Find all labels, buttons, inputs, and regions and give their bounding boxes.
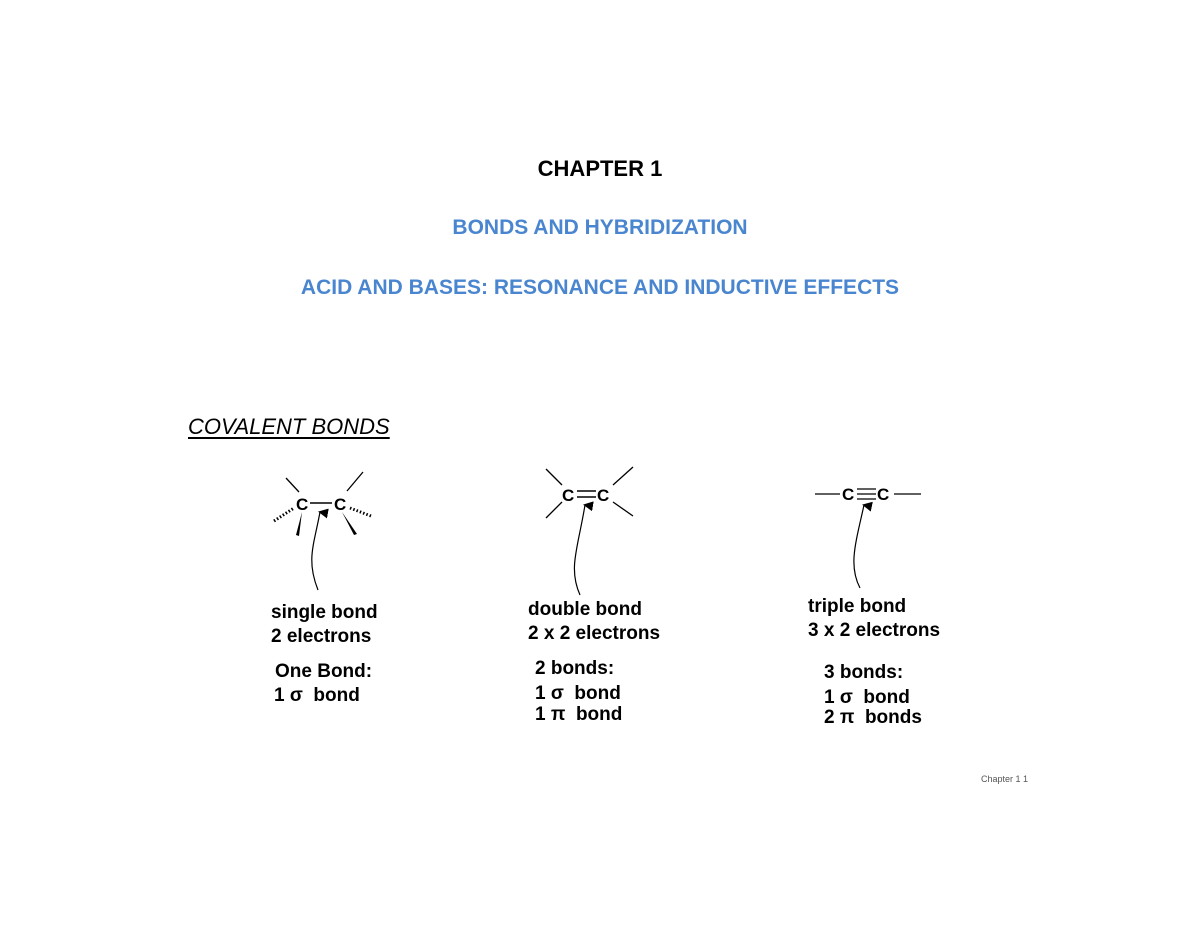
double-atom-left: C	[562, 486, 575, 505]
double-bond-substituent-upper-left	[546, 469, 562, 485]
chapter-title: CHAPTER 1	[537, 156, 663, 181]
single-bond-electrons: 2 electrons	[271, 626, 372, 647]
double-bond-substituent-upper-right	[613, 467, 633, 485]
single-bond-wedge-left	[296, 512, 302, 536]
triple-bond-label: triple bond	[808, 596, 907, 617]
single-bond-hashed-left	[274, 508, 294, 521]
single-bond-sigma: 1 σ bond	[274, 685, 360, 706]
single-bond-structure	[274, 472, 371, 590]
triple-bond-arrow	[854, 505, 864, 588]
single-bond-substituent-upper-left	[286, 478, 299, 492]
double-bond-structure	[546, 467, 633, 595]
single-bond-hashed-right	[350, 508, 371, 516]
double-bond-pi: 1 π bond	[535, 704, 623, 725]
double-bond-substituent-lower-right	[613, 502, 633, 516]
single-bond-label: single bond	[271, 602, 378, 623]
triple-bond-pi: 2 π bonds	[824, 707, 922, 728]
triple-bond-sigma: 1 σ bond	[824, 687, 910, 708]
single-bond-arrow	[312, 512, 320, 590]
chapter-subtitle-acids: ACID AND BASES: RESONANCE AND INDUCTIVE EFFECTS	[300, 276, 900, 299]
double-bond-electrons: 2 x 2 electrons	[528, 623, 661, 644]
chapter-subtitle-bonds: BONDS AND HYBRIDIZATION	[452, 216, 748, 239]
triple-bond-electrons: 3 x 2 electrons	[808, 620, 941, 641]
double-bond-arrow	[574, 505, 585, 595]
single-bond-wedge-right	[342, 512, 357, 535]
single-bond-substituent-upper-right	[347, 472, 363, 491]
single-atom-right: C	[334, 495, 347, 514]
double-bond-label: double bond	[528, 599, 642, 620]
single-atom-left: C	[296, 495, 309, 514]
triple-bond-structure	[815, 485, 921, 588]
triple-bond-count: 3 bonds:	[824, 662, 904, 683]
double-bond-substituent-lower-left	[546, 502, 562, 518]
page-footer: Chapter 1 1	[981, 774, 1029, 784]
double-bond-sigma: 1 σ bond	[535, 683, 621, 704]
single-bond-count: One Bond:	[275, 661, 373, 682]
triple-atom-left: C	[842, 485, 855, 504]
double-bond-count: 2 bonds:	[535, 658, 615, 679]
triple-atom-right: C	[877, 485, 890, 504]
double-atom-right: C	[597, 486, 610, 505]
section-title: COVALENT BONDS	[188, 414, 390, 439]
